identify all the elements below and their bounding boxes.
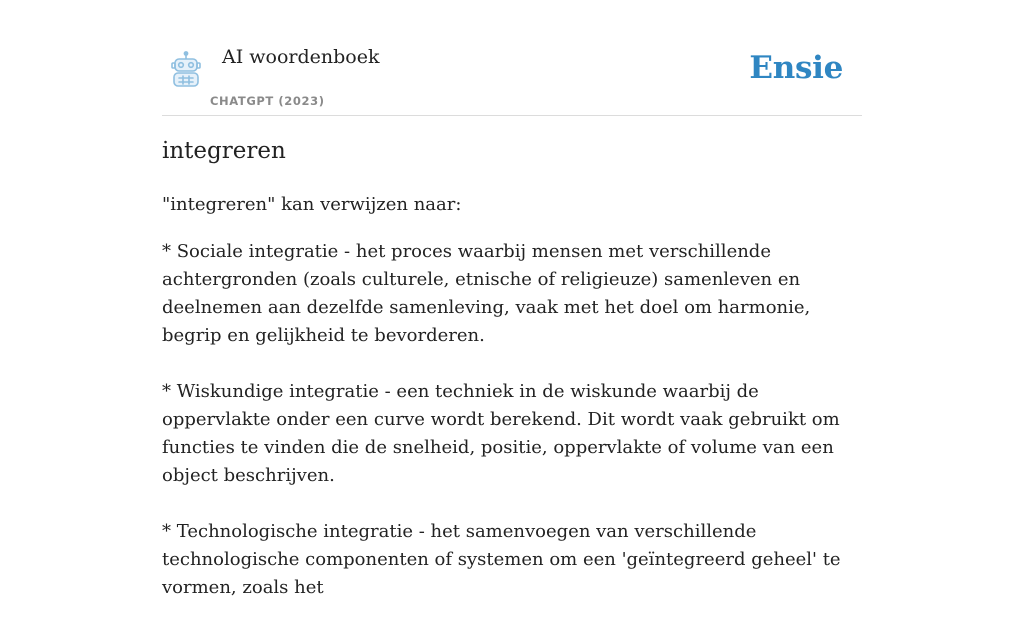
dictionary-title[interactable]: AI woordenboek: [222, 46, 380, 68]
list-item-mathematical-integration: * Wiskundige integratie - een techniek in de wiskunde waarbij de oppervlakte onder een curve wordt berekend. Dit wordt vaak gebruikt om functies te vinden die de snelheid, positie, oppervlakte of volume van een object beschrijven.: [162, 381, 840, 486]
entry-definition: [162, 191, 862, 630]
page: [162, 0, 862, 598]
header: [162, 0, 862, 116]
robot-icon: [166, 50, 206, 90]
brand-logo[interactable]: Ensie: [749, 50, 843, 86]
entry-word: integreren: [162, 138, 286, 164]
list-item-social-integration: * Sociale integratie - het proces waarbij mensen met verschillende achtergronden (zoals culturele, etnische of religieuze) samenleven en deelnemen aan dezelfde samenleving, vaak met het doel om harmonie, begrip en gelijkheid te bevorderen.: [162, 241, 811, 346]
entry-intro: "integreren" kan verwijzen naar:: [162, 194, 462, 215]
list-item-technological-integration: * Technologische integratie - het samenvoegen van verschillende technologische componenten of systemen om een 'geïntegreerd geheel' te vormen, zoals het: [162, 521, 841, 598]
dictionary-subtitle: CHATGPT (2023): [210, 94, 325, 108]
